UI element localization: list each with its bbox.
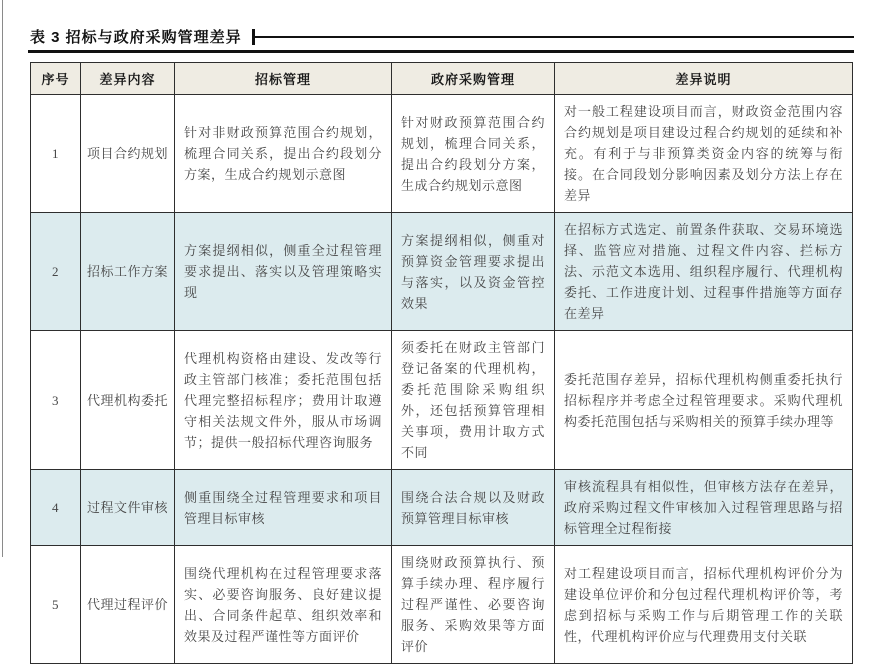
cell-bidding: 针对非财政预算范围合约规划，梳理合同关系，提出合约段划分方案，生成合约规划示意图 [175, 95, 392, 213]
table-row [31, 470, 853, 546]
table-row [31, 331, 853, 470]
cell-explanation: 在招标方式选定、前置条件获取、交易环境选择、监管应对措施、过程文件内容、拦标方法、示范文本选用、组织程序履行、代理机构委托、工作进度计划、过程事件措施等方面存在差异 [555, 213, 853, 331]
cell-explanation: 审核流程具有相似性，但审核方法存在差异，政府采购过程文件审核加入过程管理思路与招标管理全过程衔接 [555, 470, 853, 546]
cell-procurement: 针对财政预算范围合约规划，梳理合同关系，提出合约段划分方案，生成合约规划示意图 [392, 95, 555, 213]
cell-no: 2 [31, 213, 81, 331]
cell-content: 项目合约规划 [81, 95, 175, 213]
cell-explanation: 对工程建设项目而言，招标代理机构评价分为建设单位评价和分包过程代理机构评价等，考虑到招标与采购工作与后期管理工作的关联性，代理机构评价应与代理费用支付关联 [555, 546, 853, 664]
cell-bidding: 围绕代理机构在过程管理要求落实、必要咨询服务、良好建议提出、合同条件起草、组织效率和效果及过程严谨性等方面评价 [175, 546, 392, 664]
cell-procurement: 围绕财政预算执行、预算手续办理、程序履行过程严谨性、必要咨询服务、采购效果等方面评价 [392, 546, 555, 664]
table-row [31, 95, 853, 213]
cell-explanation: 委托范围存差异，招标代理机构侧重委托执行招标程序并考虑全过程管理要求。采购代理机构委托范围包括与采购相关的预算手续办理等 [555, 331, 853, 470]
diff-table [30, 62, 853, 664]
cell-content: 代理过程评价 [81, 546, 175, 664]
table-row [31, 213, 853, 331]
caption-leader-line [255, 36, 854, 38]
cell-procurement: 围绕合法合规以及财政预算管理目标审核 [392, 470, 555, 546]
header-cell-no: 序号 [31, 63, 81, 95]
header-cell-procurement: 政府采购管理 [392, 63, 555, 95]
page-edge-line [2, 0, 3, 557]
cell-no: 1 [31, 95, 81, 213]
cell-content: 代理机构委托 [81, 331, 175, 470]
header-cell-content: 差异内容 [81, 63, 175, 95]
table-row [31, 546, 853, 664]
table-caption-row [30, 26, 854, 47]
cell-content: 过程文件审核 [81, 470, 175, 546]
caption-divider-rule [28, 50, 854, 53]
cell-procurement: 须委托在财政主管部门登记备案的代理机构，委托范围除采购组织外，还包括预算管理相关事项，费用计取方式不同 [392, 331, 555, 470]
cell-bidding: 方案提纲相似，侧重全过程管理要求提出、落实以及管理策略实现 [175, 213, 392, 331]
header-cell-explanation: 差异说明 [555, 63, 853, 95]
cell-content: 招标工作方案 [81, 213, 175, 331]
cell-bidding: 代理机构资格由建设、发改等行政主管部门核准；委托范围包括代理完整招标程序；费用计取遵守相关法规文件外，服从市场调节；提供一般招标代理咨询服务 [175, 331, 392, 470]
table-caption: 表 3 招标与政府采购管理差异 [30, 29, 242, 46]
cell-procurement: 方案提纲相似，侧重对预算资金管理要求提出与落实，以及资金管控效果 [392, 213, 555, 331]
cell-explanation: 对一般工程建设项目而言，财政资金范围内容合约规划是项目建设过程合约规划的延续和补充。有利于与非预算类资金内容的统筹与衔接。在合同段划分影响因素及划分方法上存在差异 [555, 95, 853, 213]
cell-bidding: 侧重围绕全过程管理要求和项目管理目标审核 [175, 470, 392, 546]
table-header-row [31, 63, 853, 95]
header-cell-bidding: 招标管理 [175, 63, 392, 95]
cell-no: 4 [31, 470, 81, 546]
cell-no: 5 [31, 546, 81, 664]
cell-no: 3 [31, 331, 81, 470]
